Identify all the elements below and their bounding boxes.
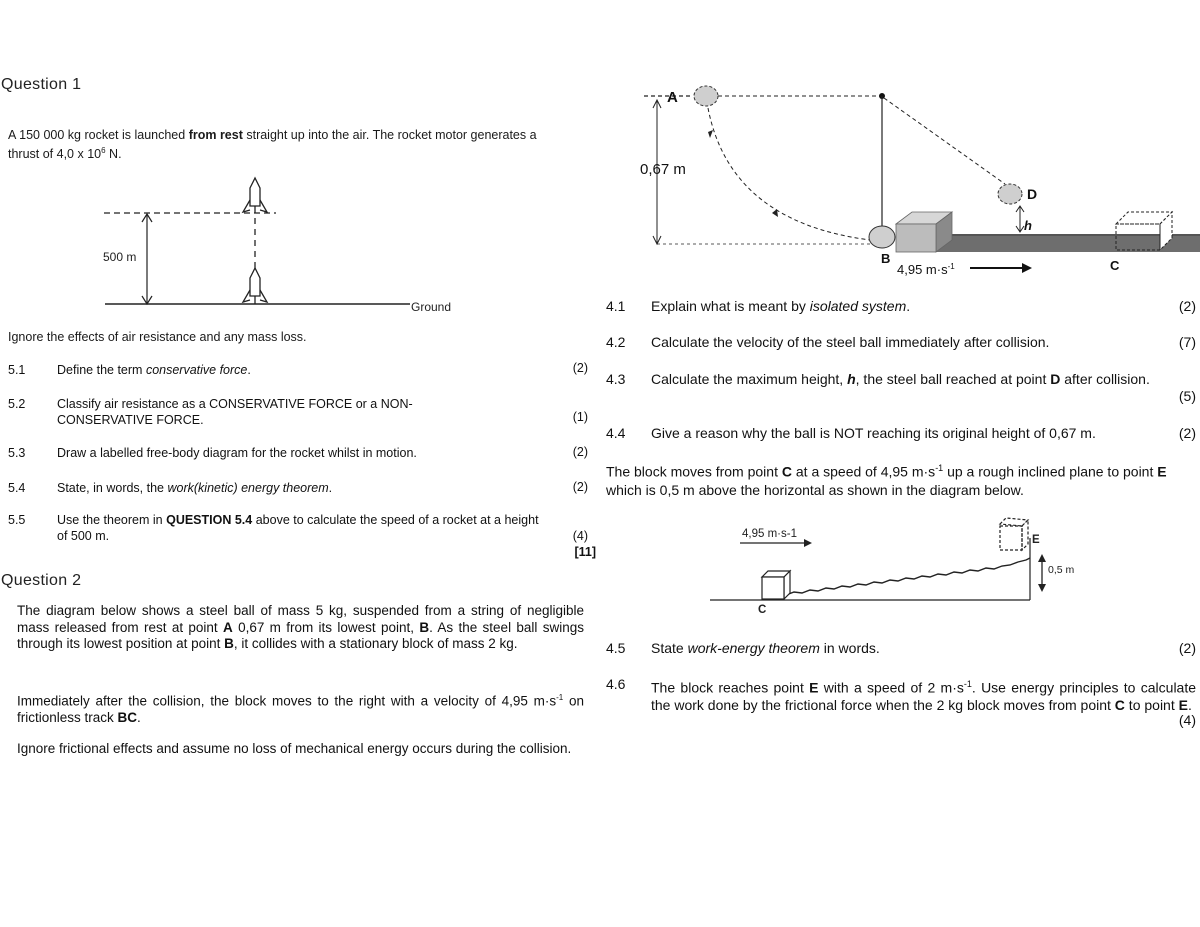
q2-item-num: 4.3 [606, 371, 626, 387]
incline-label-e: E [1032, 534, 1040, 546]
q1-item-marks: (2) [572, 445, 588, 459]
incline-height-label: 0,5 m [1048, 564, 1075, 576]
q2-paragraph-1: The diagram below shows a steel ball of mass 5 kg, suspended from a string of negligible mass released from rest at point A 0,67 m from its lowest point, B. As the steel ball swings through its lowest position at point B, it collides with a stationary block of mass 2 kg. [17, 603, 584, 651]
question-1-heading: Question 1 [1, 76, 82, 93]
q2-item-num: 4.5 [606, 640, 626, 656]
q2-item-text: Calculate the maximum height, h, the steel ball reached at point D after collision. [651, 371, 1150, 387]
q2-paragraph-2: Immediately after the collision, the block moves to the right with a velocity of 4,95 $m\cdot s^{-1}$ on frictionless track BC. [17, 693, 584, 725]
q2-item-num: 4.4 [606, 425, 626, 441]
incline-label-c: C [758, 604, 767, 616]
q2-paragraph-3: Ignore frictional effects and assume no loss of mechanical energy occurs during the collision. [17, 741, 572, 756]
ground-label: Ground [411, 300, 452, 314]
q1-item-num: 5.2 [8, 397, 26, 411]
q2-item-text: Explain what is meant by isolated system. [651, 298, 911, 314]
label-a: A [667, 89, 678, 106]
rocket-height-label: 500 m [103, 250, 137, 264]
rocket-top-icon [243, 178, 267, 213]
q1-item-text: State, in words, the work(kinetic) energy theorem. [57, 481, 333, 495]
speed-label: 4,95 $m\cdot s^{-1}$ [897, 262, 955, 277]
label-h: h [1024, 218, 1032, 233]
incline-block-c [762, 571, 790, 599]
q2-item-text: State work-energy theorem in words. [651, 640, 880, 656]
q1-item-text: Use the theorem in QUESTION 5.4 above to calculate the speed of a rocket at a height of 500 m. [57, 513, 539, 543]
incline-block-e [1000, 518, 1028, 550]
q2-item-num: 4.6 [606, 676, 626, 692]
rocket-diagram [0, 170, 480, 320]
q2-item-num: 4.2 [606, 334, 626, 350]
q2-item-text: Give a reason why the ball is NOT reaching its original height of 0,67 m. [651, 425, 1096, 441]
ball-d [998, 184, 1022, 204]
q2-item-text: The block reaches point E with a speed of 2 $m\cdot s^{-1}$. Use energy principles to calculate the work done by the frictional force when the 2 kg block moves from point C to point E. [651, 679, 1197, 713]
label-d: D [1027, 186, 1038, 202]
q1-item-num: 5.5 [8, 513, 26, 527]
q2-item-marks: (4) [1178, 712, 1196, 728]
q2-item-text: Calculate the velocity of the steel ball immediately after collision. [651, 334, 1050, 350]
q2-item-marks: (5) [1178, 388, 1196, 404]
q1-item-num: 5.4 [8, 481, 26, 495]
q2-item-marks: (7) [1178, 334, 1196, 350]
height-067-label: 0,67 m [640, 161, 686, 178]
q2-item-marks: (2) [1178, 298, 1196, 314]
q2-item-marks: (2) [1178, 425, 1196, 441]
question-2-heading: Question 2 [1, 572, 82, 589]
q1-item-text: Draw a labelled free-body diagram for the rocket whilst in motion. [57, 446, 417, 460]
q1-item-marks: (2) [572, 361, 588, 375]
rocket-bottom-icon [243, 268, 267, 304]
incline-paragraph: The block moves from point C at a speed of 4,95 $m\cdot s^{-1}$ up a rough inclined plane to point E which is 0,5 m above the horizontal as shown in the diagram below. [606, 463, 1167, 498]
q1-intro: A 150 000 kg rocket is launched from rest straight up into the air. The rocket motor generates a thrust of 4,0 x $10^6$ N. [8, 128, 537, 162]
q1-item-text: Classify air resistance as a CONSERVATIVE FORCE or a NON-CONSERVATIVE FORCE. [57, 397, 413, 427]
pendulum-collision-diagram [600, 72, 1200, 282]
q1-note: Ignore the effects of air resistance and any mass loss. [8, 330, 307, 344]
incline-diagram [700, 510, 1100, 620]
q1-item-marks: (2) [572, 480, 588, 494]
label-b: B [881, 251, 891, 266]
q1-item-text: Define the term conservative force. [57, 363, 251, 377]
ball-a [694, 86, 718, 106]
q1-item-marks: (1) [572, 410, 588, 424]
q1-total-marks: [11] [574, 545, 596, 559]
q1-item-num: 5.1 [8, 363, 26, 377]
q1-item-num: 5.3 [8, 446, 26, 460]
incline-speed-label: 4,95 m·s-1 [742, 528, 797, 540]
q1-item-marks: (4) [572, 529, 588, 543]
label-c: C [1110, 258, 1120, 273]
q2-item-marks: (2) [1178, 640, 1196, 656]
q2-item-num: 4.1 [606, 298, 626, 314]
